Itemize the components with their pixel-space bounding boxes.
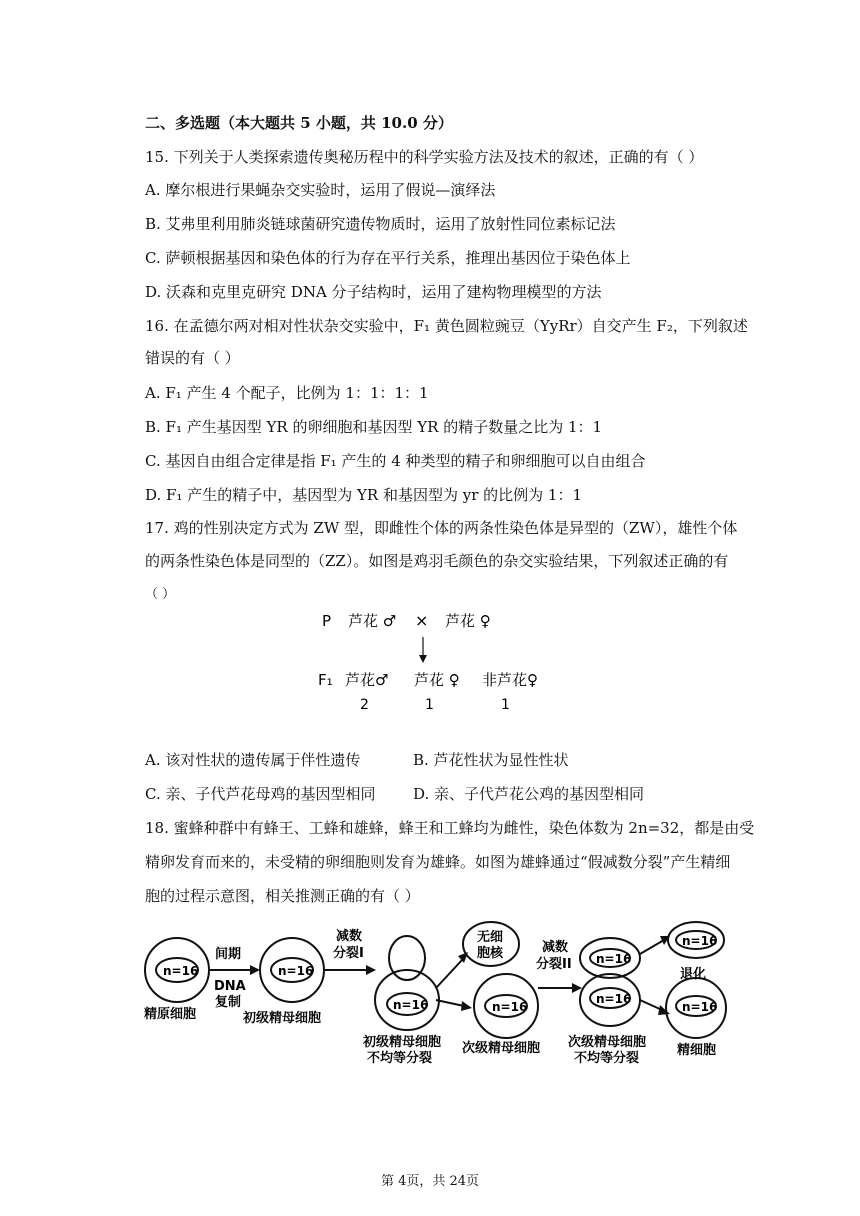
meiosis-diagram [140, 918, 730, 1068]
option-c: C. 基因自由组合定律是指 F₁ 产生的 4 种类型的精子和卵细胞可以自由组合 [145, 452, 646, 470]
p-female: 芦花 ♀ [445, 612, 491, 630]
count-a: 2 [360, 697, 369, 713]
option-d: D. 沃森和克里克研究 DNA 分子结构时，运用了建构物理模型的方法 [145, 283, 602, 301]
secondary-unequal-label: 不均等分裂 [574, 1051, 640, 1066]
nucleus-label: n=16 [596, 992, 632, 1006]
nucleus-label: n=16 [682, 1000, 718, 1014]
option-b: B. F₁ 产生基因型 YR 的卵细胞和基因型 YR 的精子数量之比为 1：1 [145, 418, 603, 436]
question-stem: 17. 鸡的性别决定方式为 ZW 型，即雌性个体的两条性染色体是异型的（ZW），雄性个体 [145, 519, 738, 537]
question-stem: 15. 下列关于人类探索遗传奥秘历程中的科学实验方法及技术的叙述，正确的有（ ） [145, 148, 704, 166]
cross-diagram [310, 605, 560, 715]
page-footer: 第 4页，共 24页 [380, 1174, 480, 1189]
nucleus-label: n=16 [492, 1000, 528, 1014]
question-stem-cont: 胞的过程示意图，相关推测正确的有（ ） [145, 887, 420, 905]
nucleus-label: n=16 [278, 964, 314, 978]
nucleus-label: n=16 [393, 998, 429, 1012]
degeneration-label: 退化 [680, 967, 707, 982]
dna-label: DNA [214, 979, 246, 994]
option-b: B. 艾弗里利用肺炎链球菌研究遗传物质时，运用了放射性同位素标记法 [145, 215, 616, 233]
primary-unequal-label: 初级精母细胞 [363, 1035, 442, 1050]
sperm-cell-label: 精细胞 [677, 1043, 717, 1058]
spermatogonium-label: 精原细胞 [144, 1007, 197, 1022]
question-stem: 16. 在孟德尔两对相对性状杂交实验中，F₁ 黄色圆粒豌豆（YyRr）自交产生 F₂，下列叙述 [145, 317, 748, 335]
no-nucleus-label: 无细 [477, 930, 504, 945]
question-stem: 18. 蜜蜂种群中有蜂王、工蜂和雄蜂，蜂王和工蜂均为雌性，染色体数为 2n=32，都是由受 [145, 819, 755, 837]
option-b: B. 芦花性状为显性性状 [413, 751, 569, 769]
primary-spermatocyte-label: 初级精母细胞 [243, 1011, 322, 1026]
arrow-head [419, 655, 427, 663]
option-a: A. 该对性状的遗传属于伴性遗传 [145, 751, 361, 769]
option-a: A. 摩尔根进行果蝇杂交实验时，运用了假说—演绎法 [145, 181, 496, 199]
count-c: 1 [501, 697, 510, 713]
p-label: P [322, 612, 332, 630]
option-c: C. 萨顿根据基因和染色体的行为存在平行关系，推理出基因位于染色体上 [145, 249, 631, 267]
option-c: C. 亲、子代芦花母鸡的基因型相同 [145, 785, 376, 803]
interphase-label: 间期 [215, 947, 242, 962]
meiosis2-label: 减数 [542, 940, 569, 955]
secondary-unequal-label: 次级精母细胞 [568, 1035, 647, 1050]
count-b: 1 [425, 697, 434, 713]
no-nucleus-label: 胞核 [477, 946, 504, 961]
question-stem-cont: 精卵发育而来的，未受精的卵细胞则发育为雄蜂。如图为雄蜂通过“假减数分裂”产生精细 [145, 853, 731, 871]
question-stem-cont: 的两条性染色体是同型的（ZZ）。如图是鸡羽毛颜色的杂交实验结果，下列叙述正确的有 [145, 552, 729, 570]
cross-symbol: × [415, 611, 429, 630]
nucleus-label: n=16 [682, 934, 718, 948]
meiosis1-label: 分裂I [333, 946, 364, 961]
option-d: D. 亲、子代芦花公鸡的基因型相同 [413, 785, 645, 803]
f1-label: F₁ [318, 671, 333, 689]
f1-phenotype-a: 芦花♂ [345, 671, 389, 689]
meiosis2-label: 分裂II [536, 957, 572, 972]
meiosis1-label: 减数 [336, 929, 363, 944]
nucleus-label: n=16 [596, 952, 632, 966]
question-stem-cont: （ ） [145, 587, 176, 602]
p-male: 芦花 ♂ [348, 612, 397, 630]
question-stem-cont: 错误的有（ ） [145, 349, 240, 367]
section-title: 二、多选题（本大题共 5 小题，共 10.0 分） [145, 114, 453, 132]
primary-unequal-label: 不均等分裂 [367, 1051, 433, 1066]
nucleus-label: n=16 [163, 964, 199, 978]
replication-label: 复制 [215, 995, 242, 1010]
f1-phenotype-c: 非芦花♀ [482, 671, 538, 689]
option-a: A. F₁ 产生 4 个配子，比例为 1：1：1：1 [145, 384, 429, 402]
f1-phenotype-b: 芦花 ♀ [414, 671, 460, 689]
secondary-spermatocyte-label: 次级精母细胞 [462, 1041, 541, 1056]
option-d: D. F₁ 产生的精子中，基因型为 YR 和基因型为 yr 的比例为 1：1 [145, 486, 582, 504]
